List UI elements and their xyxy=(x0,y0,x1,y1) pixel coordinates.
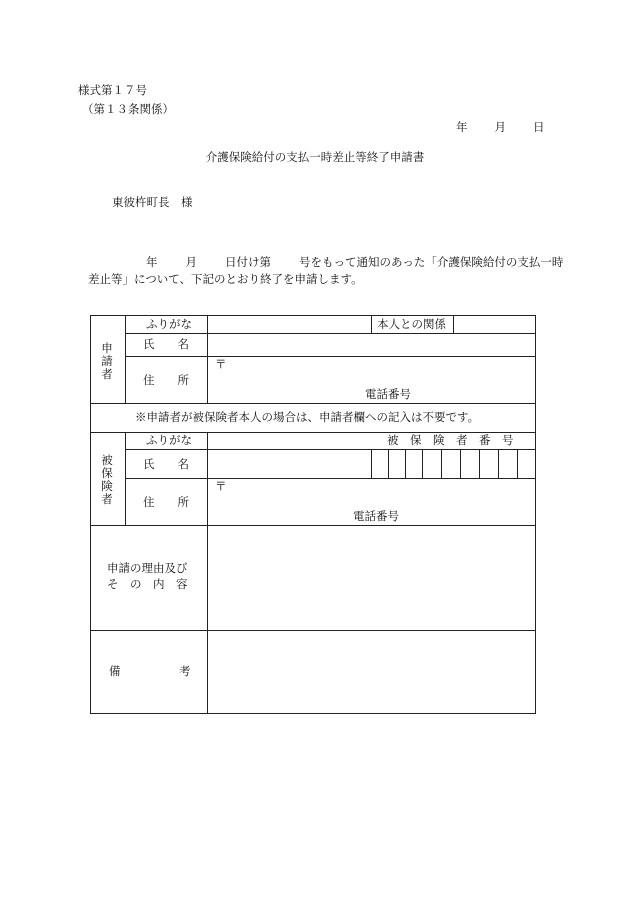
date-month-label: 月 xyxy=(494,120,506,134)
body-text-line2: 差止等」について、下記のとおり終了を申請します。 xyxy=(88,272,363,286)
date-year-label: 年 xyxy=(456,120,468,134)
insured-postal-mark: 〒 xyxy=(215,479,227,493)
application-table xyxy=(90,315,536,714)
article-reference: （第１３条関係） xyxy=(82,102,174,116)
applicant-section-label: 申請者 xyxy=(101,341,113,381)
applicant-relation-label: 本人との関係 xyxy=(377,317,446,331)
reason-label-line2: そ の 内 容 xyxy=(107,577,188,591)
body-day-ref: 日付け第 xyxy=(225,255,271,269)
remarks-label-left: 備 xyxy=(109,664,121,678)
body-year: 年 xyxy=(146,255,158,269)
applicant-phone-label: 電話番号 xyxy=(365,387,411,401)
insured-name-label: 氏 名 xyxy=(143,457,189,471)
form-number: 様式第１７号 xyxy=(78,83,147,97)
document-title: 介護保険給付の支払一時差止等終了申請書 xyxy=(205,150,425,164)
body-number-text: 号をもって通知のあった「介護保険給付の支払一時 xyxy=(299,255,564,269)
date-day-label: 日 xyxy=(533,120,545,134)
applicant-furigana-label: ふりがな xyxy=(146,317,192,331)
body-text-line1 xyxy=(146,256,563,270)
applicant-postal-mark: 〒 xyxy=(215,357,227,371)
insured-number-label: 被 保 険 者 番 号 xyxy=(387,433,514,447)
insured-section-label: 被保険者 xyxy=(101,453,113,506)
insured-phone-label: 電話番号 xyxy=(353,509,399,523)
applicant-name-label: 氏 名 xyxy=(143,337,189,351)
insured-furigana-label: ふりがな xyxy=(146,433,192,447)
applicant-address-label: 住 所 xyxy=(143,373,189,387)
date-line xyxy=(456,121,545,135)
insured-address-label: 住 所 xyxy=(143,495,189,509)
addressee: 東彼杵町長 様 xyxy=(112,195,193,209)
remarks-label-right: 考 xyxy=(179,664,191,678)
body-month: 月 xyxy=(185,255,197,269)
applicant-note: ※申請者が被保険者本人の場合は、申請者欄への記入は不要です。 xyxy=(135,410,480,424)
reason-label-line1: 申請の理由及び xyxy=(107,561,188,575)
